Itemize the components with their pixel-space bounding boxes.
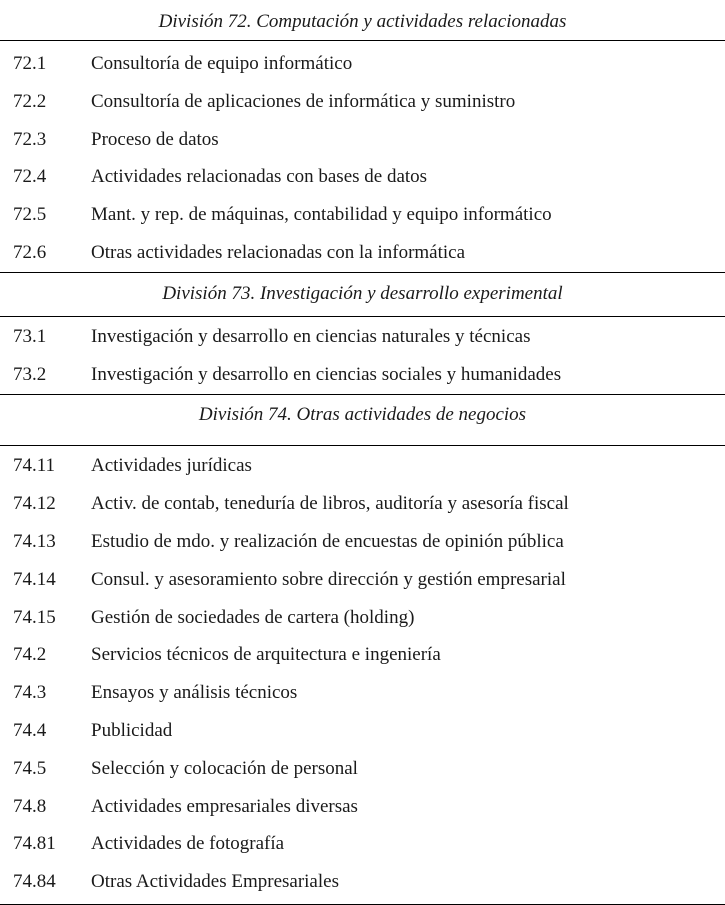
row-description: Gestión de sociedades de cartera (holding) — [91, 606, 415, 628]
table-row — [0, 561, 725, 599]
row-description: Investigación y desarrollo en ciencias naturales y técnicas — [91, 325, 531, 347]
table-row — [0, 45, 725, 83]
division-73-header — [0, 273, 725, 316]
table-row — [0, 825, 725, 863]
row-code: 73.2 — [13, 363, 47, 385]
row-description: Estudio de mdo. y realización de encuestas de opinión pública — [91, 530, 564, 552]
table-row — [0, 485, 725, 523]
row-description: Publicidad — [91, 719, 173, 741]
row-code: 74.2 — [13, 644, 47, 666]
row-description: Consul. y asesoramiento sobre dirección y gestión empresarial — [91, 568, 566, 590]
row-description: Consultoría de equipo informático — [91, 53, 353, 74]
table-row — [0, 318, 725, 356]
table-row — [0, 83, 725, 121]
row-code: 74.13 — [13, 530, 56, 552]
row-code: 74.84 — [13, 871, 56, 893]
row-code: 72.3 — [13, 128, 47, 150]
division-74-title: División 74. Otras actividades de negocios — [198, 404, 527, 426]
row-code: 72.4 — [13, 166, 47, 188]
table-row — [0, 447, 725, 485]
row-description: Actividades relacionadas con bases de datos — [91, 166, 428, 188]
table-row — [0, 523, 725, 561]
table-row — [0, 863, 725, 901]
row-description: Otras Actividades Empresariales — [91, 871, 339, 893]
row-code: 74.81 — [13, 833, 56, 855]
row-description: Proceso de datos — [91, 128, 219, 150]
row-description: Actividades empresariales diversas — [91, 795, 358, 817]
row-description: Ensayos y análisis técnicos — [91, 682, 298, 704]
row-description: Consultoría de aplicaciones de informática y suministro — [91, 90, 516, 112]
table-row — [0, 356, 725, 394]
table-row — [0, 712, 725, 750]
row-code: 72.2 — [13, 90, 47, 112]
row-description: Actividades jurídicas — [91, 455, 252, 477]
division-74-header — [0, 395, 725, 445]
row-description: Otras actividades relacionadas con la informática — [91, 241, 466, 263]
table-row — [0, 234, 725, 272]
row-description: Mant. y rep. de máquinas, contabilidad y equipo informático — [91, 204, 552, 226]
row-code: 72.5 — [13, 204, 47, 226]
table-row — [0, 121, 725, 159]
row-code: 73.1 — [13, 325, 47, 347]
row-code: 72.6 — [13, 241, 47, 263]
row-description: Selección y colocación de personal — [91, 757, 358, 779]
row-code: 74.8 — [13, 795, 47, 817]
row-code: 74.14 — [13, 568, 56, 590]
table-row — [0, 158, 725, 196]
division-72-title: División 72. Computación y actividades relacionadas — [158, 11, 567, 32]
table-row — [0, 750, 725, 788]
row-code: 74.5 — [13, 757, 47, 779]
row-code: 72.1 — [13, 53, 47, 74]
row-code: 74.3 — [13, 682, 47, 704]
row-description: Servicios técnicos de arquitectura e ingeniería — [91, 644, 441, 666]
table-row — [0, 674, 725, 712]
row-code: 74.11 — [13, 455, 56, 477]
row-code: 74.12 — [13, 493, 56, 515]
division-73-title: División 73. Investigación y desarrollo experimental — [162, 282, 563, 304]
table-row — [0, 636, 725, 674]
row-description: Investigación y desarrollo en ciencias sociales y humanidades — [91, 363, 562, 385]
table-row — [0, 788, 725, 826]
division-72-header — [0, 0, 725, 40]
row-description: Actividades de fotografía — [91, 833, 285, 855]
row-description: Activ. de contab, teneduría de libros, auditoría y asesoría fiscal — [91, 493, 569, 515]
table-row — [0, 196, 725, 234]
row-code: 74.15 — [13, 606, 56, 628]
row-code: 74.4 — [13, 719, 47, 741]
table-row — [0, 599, 725, 637]
